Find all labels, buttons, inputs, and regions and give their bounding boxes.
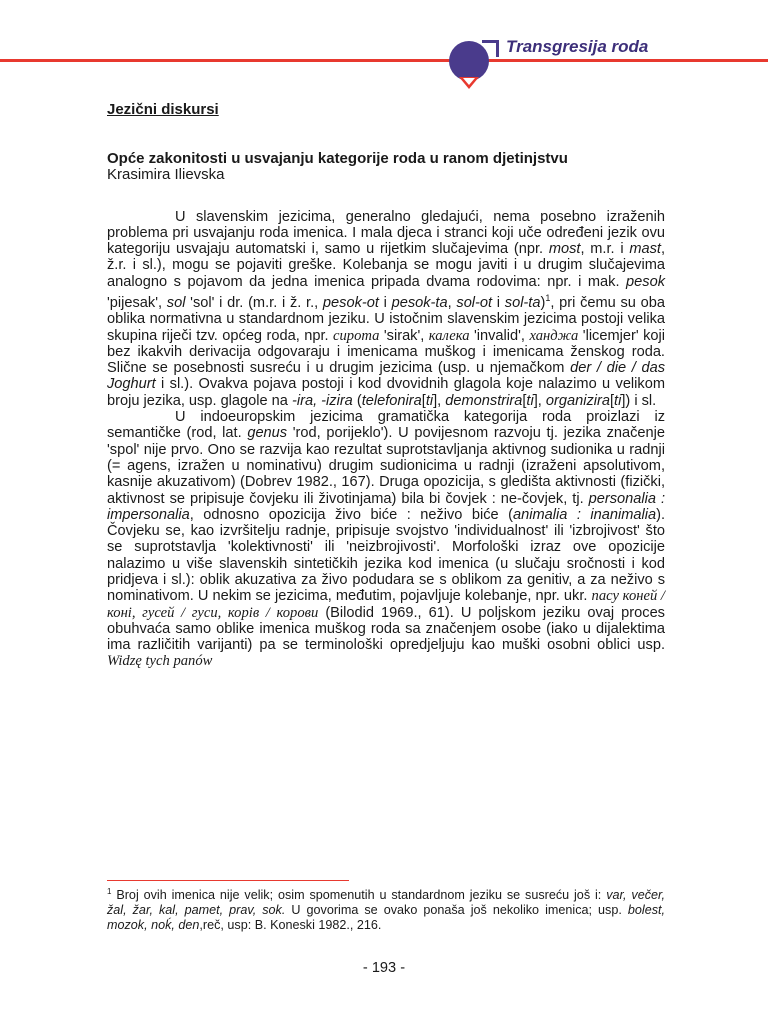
text: ],	[433, 392, 446, 409]
text: 'invalid',	[469, 327, 530, 344]
article-title: Opće zakonitosti u usvajanju kategorije roda u ranom djetinjstvu	[107, 150, 568, 168]
cyrillic-term: пасу коней / коні, гусей / гуси, корів / корови	[107, 588, 665, 621]
text: 'pijesak',	[107, 294, 167, 311]
running-header-title: Transgresija roda	[506, 37, 649, 56]
text: ],	[533, 392, 546, 409]
italic-term: genus	[247, 425, 288, 442]
text: , odnosno opozicija živo biće : neživo biće (	[189, 506, 513, 523]
text: ]) i sl.	[621, 392, 657, 409]
text: i	[492, 294, 505, 311]
page-number: - 193 -	[362, 960, 406, 976]
text: ). Čovjeku se, kao izvršitelju radnje, pripisuje svojstvo 'individualnost' ili 'izbrojivost' što se suprotstavlja 'kolektivnosti' ili 'neizbrojivosti'. Morfološki izraz ove opozicije nalazimo u više slavenskih sintetičkih jezika kod imenica (u slučaju sročnosti i kod pridjeva i sl.): oblik akuzativa za živo podudara se s oblikom za genitiv, a za neživo s nominativom. U nekim se jezicima, međutim, pojavljuje kolebanje, npr. ukr.	[107, 506, 665, 605]
italic-term: demonstrira	[445, 392, 523, 409]
paragraph-2	[107, 409, 665, 670]
italic-term: ti	[526, 392, 534, 409]
italic-term: -ira, -izira	[291, 392, 353, 409]
cyrillic-term: сирота	[333, 327, 380, 344]
text: [	[421, 392, 426, 409]
text: ,	[447, 294, 457, 311]
paragraph-1	[107, 209, 665, 409]
article-author: Krasimira Ilievska	[107, 166, 225, 184]
header-triangle-inner	[463, 78, 475, 85]
text: i	[378, 294, 392, 311]
italic-term: der / die / das Joghurt	[107, 360, 665, 393]
italic-term: organizira	[545, 392, 610, 409]
text: 'rod, porijeklo'). U povijesnom razvoju tj. jezika značenje 'spol' nije prvo. Ono se razvija kao rezultat suprotstavljanja aktivnog sudionika u radnji (= agens, izražen u nominativu) drugim sudionicima u radnji (izraženi apsolutivom, kasnije akuzativom) (Dobrev 1982., 167). Druga opozicija, s gledišta aktivnosti (fizički, aktivnost se pripisuje čovjeku ili životinjama) bila bi čovjek : ne-čovjek, tj.	[107, 425, 665, 507]
italic-term: sol-ta	[504, 294, 541, 311]
footnote-1	[107, 884, 665, 933]
text: 'licemjer' koji bez ikakvih derivacija odgovaraju i imenicama muškog i imenicama ženskog roda. Slične se posebnosti susreću i u drugim jezicima (usp. u njemačkom	[107, 327, 665, 377]
italic-term: telefonira	[361, 392, 422, 409]
text: 'sirak',	[379, 327, 429, 344]
italic-term: var, večer, žal, žar, kal, pamet, prav, sok.	[107, 888, 665, 918]
italic-term: animalia : inanimalia	[513, 506, 657, 523]
text: i sl.). Ovakva pojava postoji i kod dvovidnih glagola koje nalazimo u velikom broju jezika, usp. glagole na	[107, 376, 665, 409]
footnote-number: 1	[107, 887, 112, 896]
italic-term: sol-ot	[456, 294, 493, 311]
italic-term: ti	[614, 392, 622, 409]
italic-term: most	[548, 241, 581, 258]
text: [	[609, 392, 615, 409]
text: U govorima se ovako ponaša još nekoliko imenica; usp.	[285, 903, 628, 918]
italic-term: bolest, mozok, noḱ, den	[107, 903, 665, 933]
header-rule	[0, 59, 768, 62]
text: )	[540, 294, 546, 311]
text: U slavenskim jezicima, generalno gledajući, nema posebno izraženih problema pri usvajanju roda imenica. I mala djeca i stranci koji uče određeni jezik ovu kategoriju usvajaju automatski i, samo u rijetkim slučajevima (npr.	[107, 208, 665, 258]
italic-term: mast	[629, 241, 661, 258]
italic-term: pesok-ot	[322, 294, 379, 311]
cyrillic-term: калека	[428, 327, 470, 344]
italic-term: personalia : impersonalia	[107, 490, 666, 523]
text: , ž.r. i sl.), mogu se pojaviti greške. Kolebanja se mogu javiti i u drugim slučajevima analogno s pojavom da jedna imenica pripada dvama rodovima: npr. i mak.	[107, 241, 666, 290]
text: 'sol' i dr. (m.r. i ž. r.,	[185, 294, 323, 311]
italic-term: pesok	[626, 273, 665, 290]
text: (	[352, 392, 362, 409]
italic-term: ti	[425, 392, 434, 409]
italic-term: pesok-ta	[391, 294, 448, 311]
footnote-rule	[107, 880, 349, 881]
text: , pri čemu su oba oblika normativna u standardnom jeziku. U istočnim slavenskim jezicima postoji velika skupina riječi tzv. općeg roda, npr.	[107, 294, 665, 344]
polish-quote: Widzę tych panów	[107, 653, 213, 670]
text: ,reč, usp: B. Koneski 1982., 216.	[199, 918, 382, 933]
text: U indoeuropskim jezicima gramatička kategorija roda proizlazi iz semantičke (rod, lat.	[107, 409, 665, 442]
text: (Bilodid 1969., 61). U poljskom jeziku ovaj proces obuhvaća samo oblike imenica muškog roda sa značenjem osobe (iako u dijalektima ima različitih varijanti) pa se terminološki opredjeljuju kao muški osobni oblici usp.	[107, 604, 665, 654]
text: , m.r. i	[580, 241, 630, 258]
italic-term: sol	[166, 294, 186, 311]
text: Broj ovih imenica nije velik; osim spomenutih u standardnom jeziku se susreću još i:	[111, 888, 607, 903]
text: [	[522, 392, 527, 409]
footnote-ref-1[interactable]: 1	[545, 293, 551, 304]
section-heading: Jezični diskursi	[107, 101, 219, 118]
main-content	[107, 102, 665, 670]
cyrillic-term: ханджа	[529, 327, 579, 344]
header-bracket-mark	[482, 40, 499, 57]
